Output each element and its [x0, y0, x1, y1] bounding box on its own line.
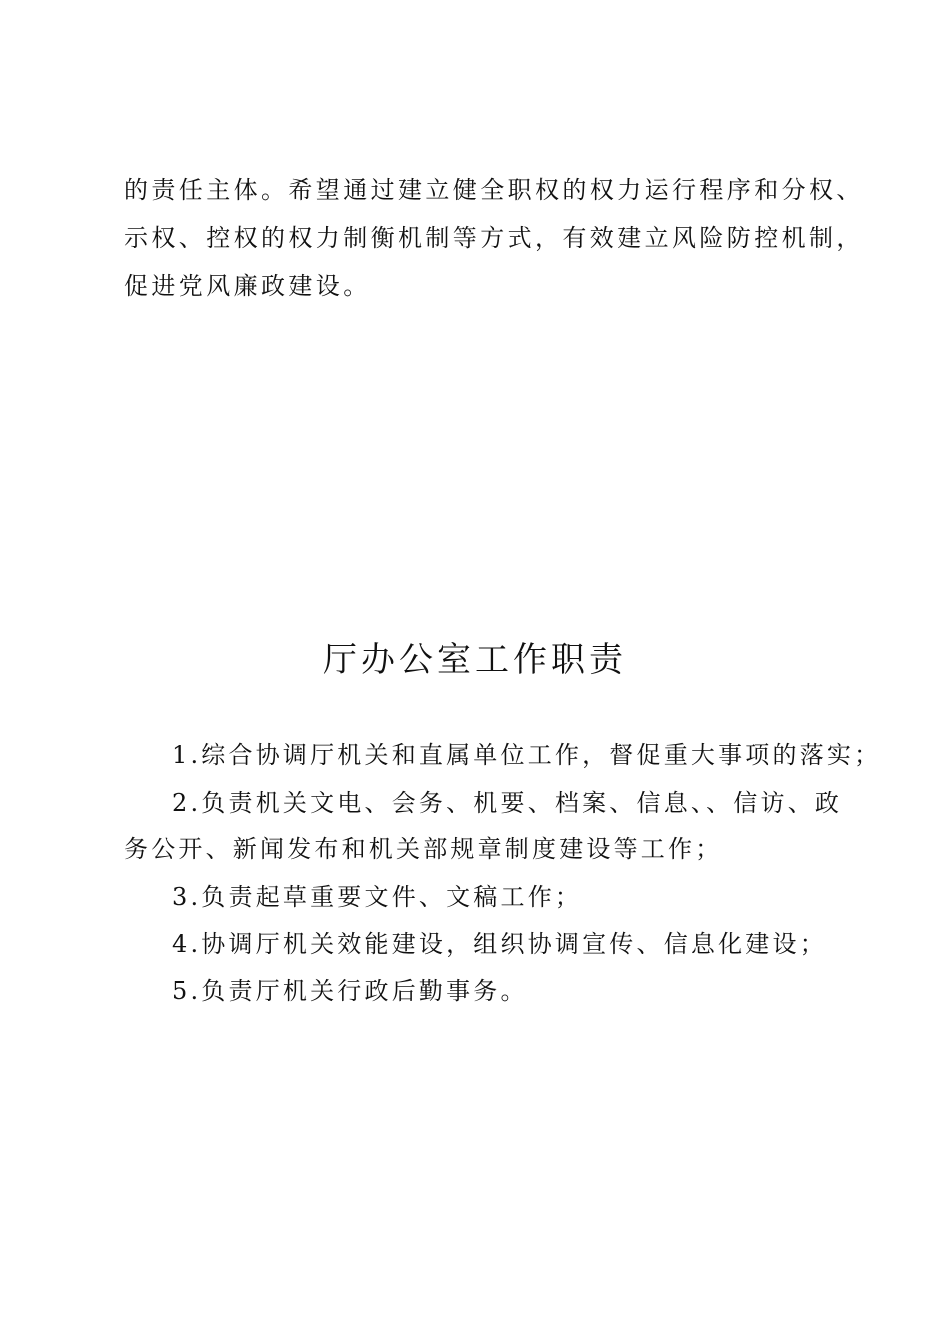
intro-line-3: 促进党风廉政建设。 [124, 272, 371, 300]
duty-item-5: 5.负责厅机关行政后勤事务。 [172, 977, 528, 1005]
section-title: 厅办公室工作职责 [323, 640, 627, 680]
duty-item-3: 3.负责起草重要文件、文稿工作； [172, 883, 583, 911]
duty-item-2: 2.负责机关文电、会务、机要、档案、信息、、信访、政 [172, 789, 843, 817]
intro-line-1: 的责任主体。希望通过建立健全职权的权力运行程序和分权、 [124, 176, 864, 204]
duty-item-4: 4.协调厅机关效能建设，组织协调宣传、信息化建设； [172, 930, 827, 958]
duty-item-1: 1.综合协调厅机关和直属单位工作，督促重大事项的落实； [172, 741, 882, 769]
intro-paragraph [124, 166, 864, 310]
intro-line-2: 示权、控权的权力制衡机制等方式，有效建立风险防控机制， [124, 224, 864, 252]
duty-item-2-continued: 务公开、新闻发布和机关部规章制度建设等工作； [124, 835, 723, 863]
